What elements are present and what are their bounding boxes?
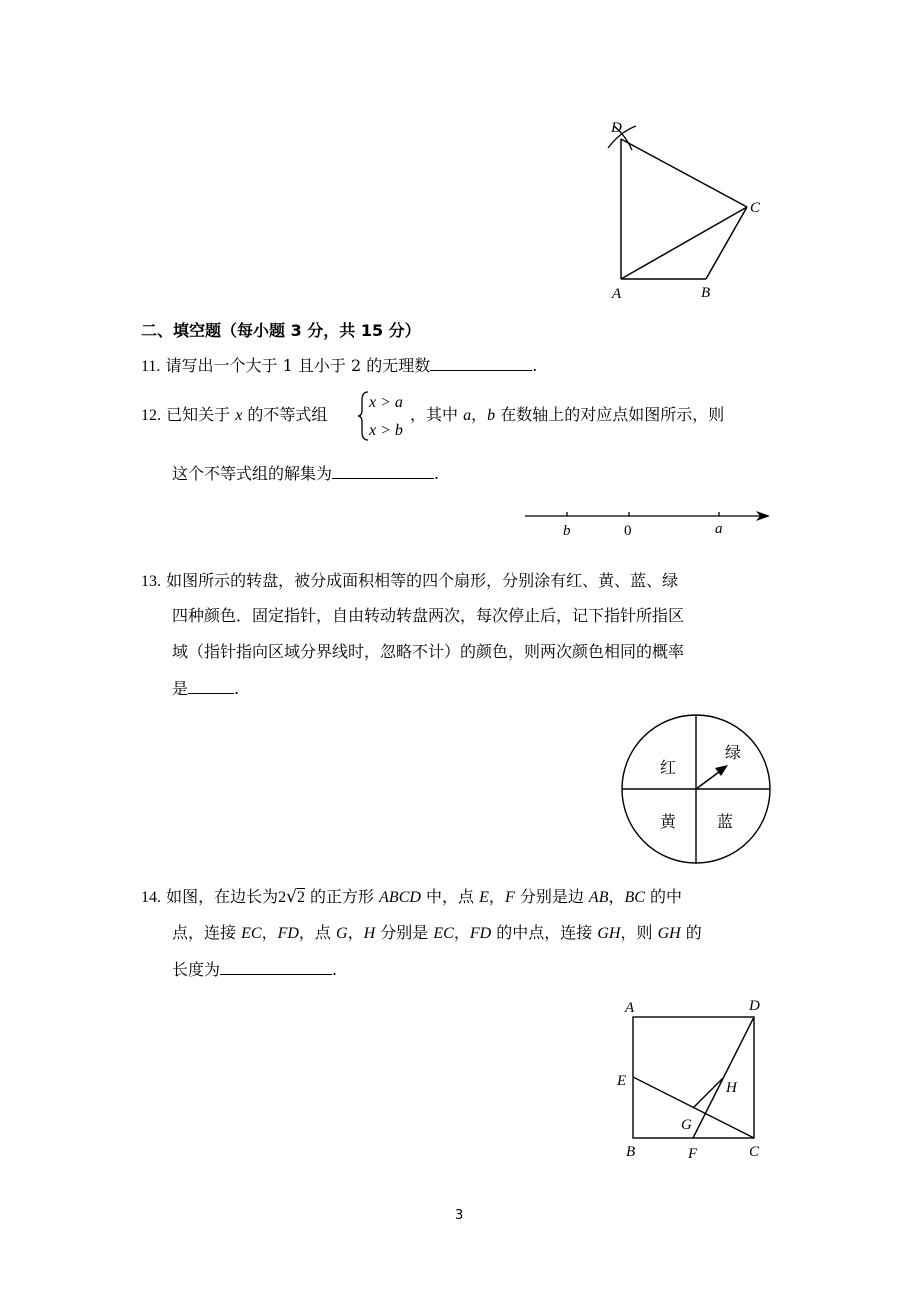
q12-line2 xyxy=(172,462,439,485)
label-e: E xyxy=(617,1073,627,1089)
label-b: B xyxy=(701,285,711,301)
q12-post xyxy=(410,404,724,427)
inequality-brace xyxy=(356,390,370,442)
q13-line4 xyxy=(172,677,239,700)
label-a: A xyxy=(612,286,622,302)
q14-l2a: 点，连接 xyxy=(172,923,237,942)
q13-answer-blank[interactable] xyxy=(188,677,234,694)
q12-post1: ，其中 xyxy=(410,405,459,424)
q12-end: . xyxy=(434,464,440,483)
q14-line2 xyxy=(172,922,702,945)
q14-seg-ec-2: EC xyxy=(433,925,454,942)
q14-l2d: 的中点，连接 xyxy=(496,923,593,942)
q14-side-ab: AB xyxy=(588,889,609,906)
q14-c4: ， xyxy=(347,923,364,942)
q12-number: 12. xyxy=(141,407,161,424)
q12-pre: 已知关于 xyxy=(166,405,231,424)
q12-answer-blank[interactable] xyxy=(332,462,434,479)
square-abcd xyxy=(633,1017,754,1138)
q14-l1b: 的正方形 xyxy=(310,887,375,906)
q12-mid: 的不等式组 xyxy=(247,405,328,424)
q11-end: . xyxy=(532,356,538,375)
q14-c5: ， xyxy=(453,923,470,942)
q12-line2-text: 这个不等式组的解集为 xyxy=(172,464,333,483)
sector-red: 红 xyxy=(660,758,677,777)
q13-line4-text: 是 xyxy=(172,679,189,698)
label-d: D xyxy=(611,120,622,136)
spinner-figure xyxy=(615,708,777,870)
label-g: G xyxy=(681,1117,692,1133)
q14-point-e: E xyxy=(479,889,489,906)
q12-inequality-1: x > a xyxy=(369,394,403,411)
q11-text: 请写出一个大于 1 且小于 2 的无理数 xyxy=(165,356,431,375)
square-figure xyxy=(612,992,782,1164)
q14-end: . xyxy=(332,960,338,979)
q14-l2b: ，点 xyxy=(298,923,331,942)
q11-answer-blank[interactable] xyxy=(430,354,532,371)
label-f: F xyxy=(688,1146,698,1162)
section-heading: 二、填空题（每小题 3 分，共 15 分） xyxy=(141,321,421,340)
side-dc xyxy=(621,139,747,207)
q14-side-bc: BC xyxy=(624,889,645,906)
q14-point-h: H xyxy=(363,925,376,942)
q12-comma: ， xyxy=(471,405,488,424)
q14-line3 xyxy=(172,958,337,981)
q14-coef: 2 xyxy=(278,889,287,906)
number-line-label-zero: 0 xyxy=(624,523,632,539)
number-line xyxy=(520,503,780,543)
label-c: C xyxy=(750,200,761,216)
label-b: B xyxy=(626,1144,636,1160)
q13-line2: 四种颜色．固定指针，自由转动转盘两次，每次停止后，记下指针所指区 xyxy=(172,606,685,625)
q14-c2: ， xyxy=(608,887,625,906)
q12-var-x: x xyxy=(235,407,243,424)
q14-number: 14. xyxy=(141,889,161,906)
q14-l2c: 分别是 xyxy=(380,923,429,942)
label-c: C xyxy=(749,1144,760,1160)
sector-blue: 蓝 xyxy=(717,812,734,831)
q13-number: 13. xyxy=(141,573,161,590)
q14-seg-fd-2: FD xyxy=(469,925,492,942)
q14-seg-gh: GH xyxy=(597,925,621,942)
q14-seg-ec: EC xyxy=(241,925,262,942)
segment-gh xyxy=(693,1078,723,1108)
q11-number: 11. xyxy=(141,358,161,375)
label-d: D xyxy=(749,998,760,1014)
q12-var-b: b xyxy=(487,407,496,424)
question-14 xyxy=(141,886,682,909)
number-line-label-a: a xyxy=(715,521,723,537)
q14-seg-fd: FD xyxy=(277,925,299,942)
number-line-label-b: b xyxy=(563,523,571,539)
q14-l1d: 分别是边 xyxy=(519,887,584,906)
q12-post2: 在数轴上的对应点如图所示，则 xyxy=(500,405,725,424)
quadrilateral-figure xyxy=(600,112,780,307)
q12-inequality-2: x > b xyxy=(369,422,403,439)
q13-end: . xyxy=(234,679,240,698)
q14-l1c: 中，点 xyxy=(426,887,475,906)
q14-l2f: 的 xyxy=(685,923,702,942)
question-11 xyxy=(141,354,537,378)
q14-point-f: F xyxy=(504,889,515,906)
q14-answer-blank[interactable] xyxy=(220,958,332,975)
sector-yellow: 黄 xyxy=(660,812,677,831)
q14-radicand: 2 xyxy=(296,889,305,906)
q14-point-g: G xyxy=(336,925,348,942)
q14-seg-gh-2: GH xyxy=(657,925,681,942)
label-a: A xyxy=(625,1000,635,1016)
q14-c1: ， xyxy=(488,887,505,906)
question-13 xyxy=(141,570,678,593)
page-number: 3 xyxy=(455,1208,464,1223)
question-12 xyxy=(141,404,327,427)
q14-l3: 长度为 xyxy=(172,960,221,979)
sqrt-icon: √ xyxy=(286,887,297,907)
segment-fd xyxy=(693,1017,754,1138)
q14-c3: ， xyxy=(261,923,278,942)
q14-square: ABCD xyxy=(379,889,421,906)
label-h: H xyxy=(726,1080,737,1096)
q14-l1e: 的中 xyxy=(650,887,683,906)
q13-line1: 如图所示的转盘，被分成面积相等的四个扇形，分别涂有红、黄、蓝、绿 xyxy=(166,571,679,590)
sector-green: 绿 xyxy=(725,743,742,762)
q14-l1a: 如图，在边长为 xyxy=(166,887,279,906)
q14-l2e: ，则 xyxy=(620,923,653,942)
diagonal-ac xyxy=(621,207,747,279)
side-cb xyxy=(706,207,747,279)
q13-line3: 域（指针指向区域分界线时，忽略不计）的颜色，则两次颜色相同的概率 xyxy=(172,642,685,661)
q12-var-a: a xyxy=(463,407,472,424)
